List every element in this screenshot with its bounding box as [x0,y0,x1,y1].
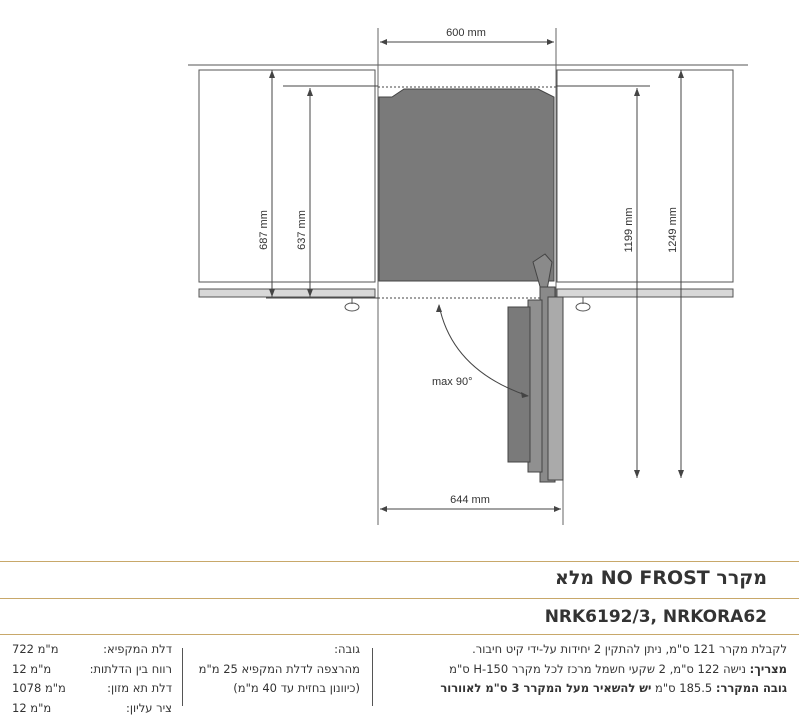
door-panel [548,297,563,480]
spec-value: 12 מ"מ [12,699,51,718]
spec-label: ציר עליון: [126,699,172,718]
dim-644-label: 644 mm [450,494,490,506]
divider-middle [0,598,799,599]
dim-1199-arrow-bottom [634,470,640,478]
column-divider-left [182,648,183,706]
spec-table [12,640,172,718]
note-line-2 [422,660,787,680]
left-foot [345,297,359,311]
dim-637-label: 637 mm [296,210,308,250]
note-line-2-text: נישה 122 ס"מ, 2 שקעי חשמל מרכז לכל מקרר 150-H ס"מ [449,662,749,676]
spec-label: רווח בין הדלתות: [90,660,172,680]
column-divider-right [372,648,373,706]
note-line-3-text: 185.5 ס"מ [651,681,715,695]
product-model: NRK6192/3, NRKORA62 [545,607,767,627]
dim-600-label: 600 mm [446,27,486,39]
fridge-body [379,89,554,281]
dim-600-arrow-left [380,39,387,45]
note-line-3-bold: יש להשאיר מעל המקרר 3 ס"מ לאוורור [440,681,651,695]
height-line-1: מהרצפה לדלת המקפיא 25 מ"מ [188,660,360,680]
spec-label: דלת תא מזון: [107,679,172,699]
note-line-2-label: מצריך: [750,662,787,676]
opening-angle-label: max 90° [432,376,472,388]
spec-row [12,679,172,699]
divider-top [0,561,799,562]
dim-1199-label: 1199 mm [623,207,635,252]
spec-row [12,660,172,680]
height-info [188,640,360,699]
dim-687-label: 687 mm [258,210,270,250]
right-foot [576,297,590,311]
dim-1249-label: 1249 mm [667,207,679,253]
divider-bottom [0,634,799,635]
product-title: מקרר NO FROST מלא [555,567,767,589]
spec-row [12,699,172,718]
spec-value: 722 מ"מ [12,640,59,660]
right-worktop [557,289,733,297]
spec-value: 1078 מ"מ [12,679,66,699]
spec-row [12,640,172,660]
note-line-1: לקבלת מקרר 121 ס"מ, ניתן להתקין 2 יחידות על-ידי קיט חיבור. [422,640,787,660]
right-cabinet [557,70,733,282]
height-line-2: (כיוונון בחזית עד 40 מ"מ) [188,679,360,699]
spec-value: 12 מ"מ [12,660,51,680]
left-worktop [199,289,375,297]
dim-644-arrow-right [554,506,561,512]
door-shelf [508,307,530,462]
note-line-3-label: גובה המקרר: [716,681,787,695]
height-label: גובה: [188,640,360,660]
dim-1249-arrow-bottom [678,470,684,478]
opening-arrow-top [436,304,442,312]
dim-600-arrow-right [547,39,554,45]
installation-notes [422,640,787,699]
note-line-3 [422,679,787,699]
dim-644-arrow-left [380,506,387,512]
left-cabinet [199,70,375,282]
spec-label: דלת המקפיא: [103,640,172,660]
